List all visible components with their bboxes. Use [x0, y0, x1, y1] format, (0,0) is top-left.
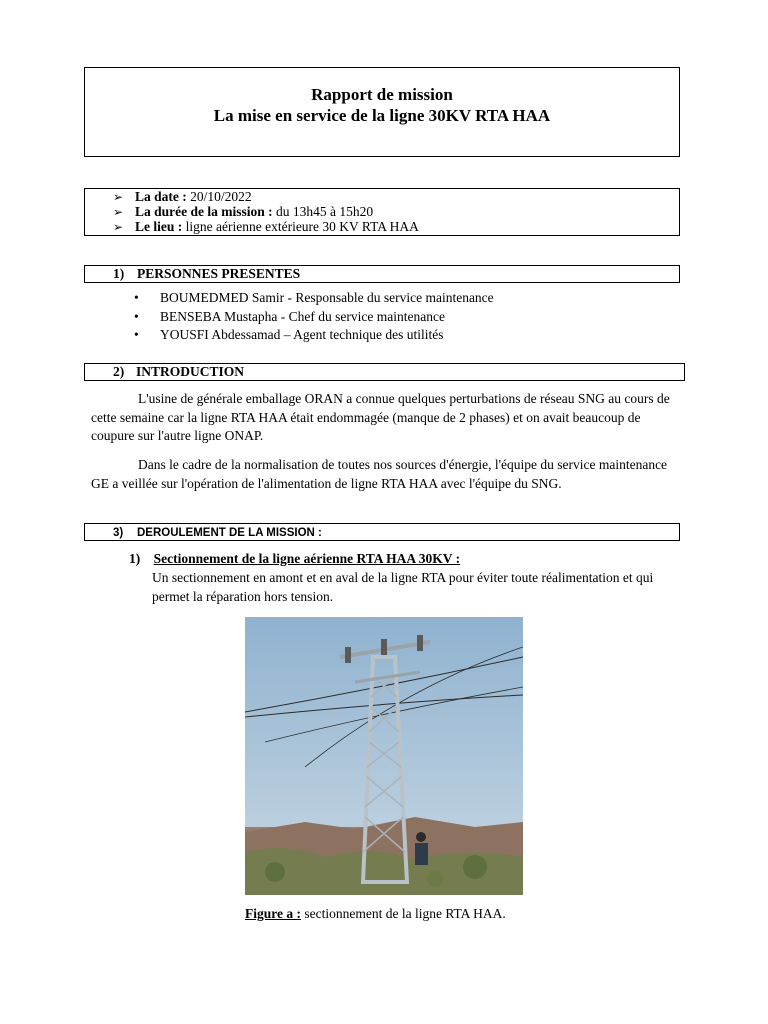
subsection-title: Sectionnement de la ligne aérienne RTA HAA 30KV : [153, 551, 461, 566]
info-value: 20/10/2022 [186, 189, 252, 204]
info-duration [113, 204, 373, 220]
info-location [113, 219, 419, 235]
arrow-bullet-icon: ➢ [113, 220, 124, 234]
report-title: Rapport de mission [311, 85, 453, 104]
section3-title: DEROULEMENT DE LA MISSION : [137, 527, 322, 539]
bullet-dot-icon: • [134, 290, 139, 305]
section2-header [84, 363, 685, 381]
info-box [84, 188, 680, 236]
intro-paragraph-1: L'usine de générale emballage ORAN a connue quelques perturbations de réseau SNG au cours de cette semaine car la ligne RTA HAA était endommagée (manque de 2 phases) et on avait beaucoup de coupure sur l'autre ligne ONAP. [91, 391, 670, 443]
arrow-bullet-icon: ➢ [113, 190, 124, 204]
bullet-dot-icon: • [134, 309, 139, 324]
subsection-text: Un sectionnement en amont et en aval de la ligne RTA pour éviter toute réalimentation et qui permet la réparation hors tension. [152, 570, 654, 604]
arrow-bullet-icon: ➢ [113, 205, 124, 219]
section1-title: PERSONNES PRESENTES [137, 266, 301, 281]
info-label: Le lieu : [135, 219, 183, 234]
figure-caption [245, 906, 506, 922]
figure-caption-text: sectionnement de la ligne RTA HAA. [301, 906, 506, 921]
title-box [84, 67, 680, 157]
figure-label: Figure a : [245, 906, 301, 921]
section1-number: 1) [113, 266, 125, 281]
report-subtitle: La mise en service de la ligne 30KV RTA HAA [213, 106, 551, 125]
subsection-heading [129, 551, 460, 567]
section2-number: 2) [113, 364, 125, 379]
section1-header [84, 265, 680, 283]
subsection-number: 1) [129, 551, 141, 566]
section3-header [84, 523, 680, 541]
info-value: ligne aérienne extérieure 30 KV RTA HAA [182, 219, 419, 234]
info-label: La date : [135, 189, 187, 204]
info-value: du 13h45 à 15h20 [272, 204, 374, 219]
pylon-photo [245, 617, 523, 895]
section3-number: 3) [113, 527, 124, 539]
info-label: La durée de la mission : [135, 204, 273, 219]
info-date [113, 189, 252, 205]
pylon-photo-image [245, 617, 523, 895]
intro-paragraph-2: Dans le cadre de la normalisation de toutes nos sources d'énergie, l'équipe du service maintenance GE a veillée sur l'opération de l'alimentation de ligne RTA HAA avec l'équipe du SNG. [91, 457, 668, 491]
section2-title: INTRODUCTION [136, 364, 245, 379]
bullet-dot-icon: • [134, 327, 139, 342]
